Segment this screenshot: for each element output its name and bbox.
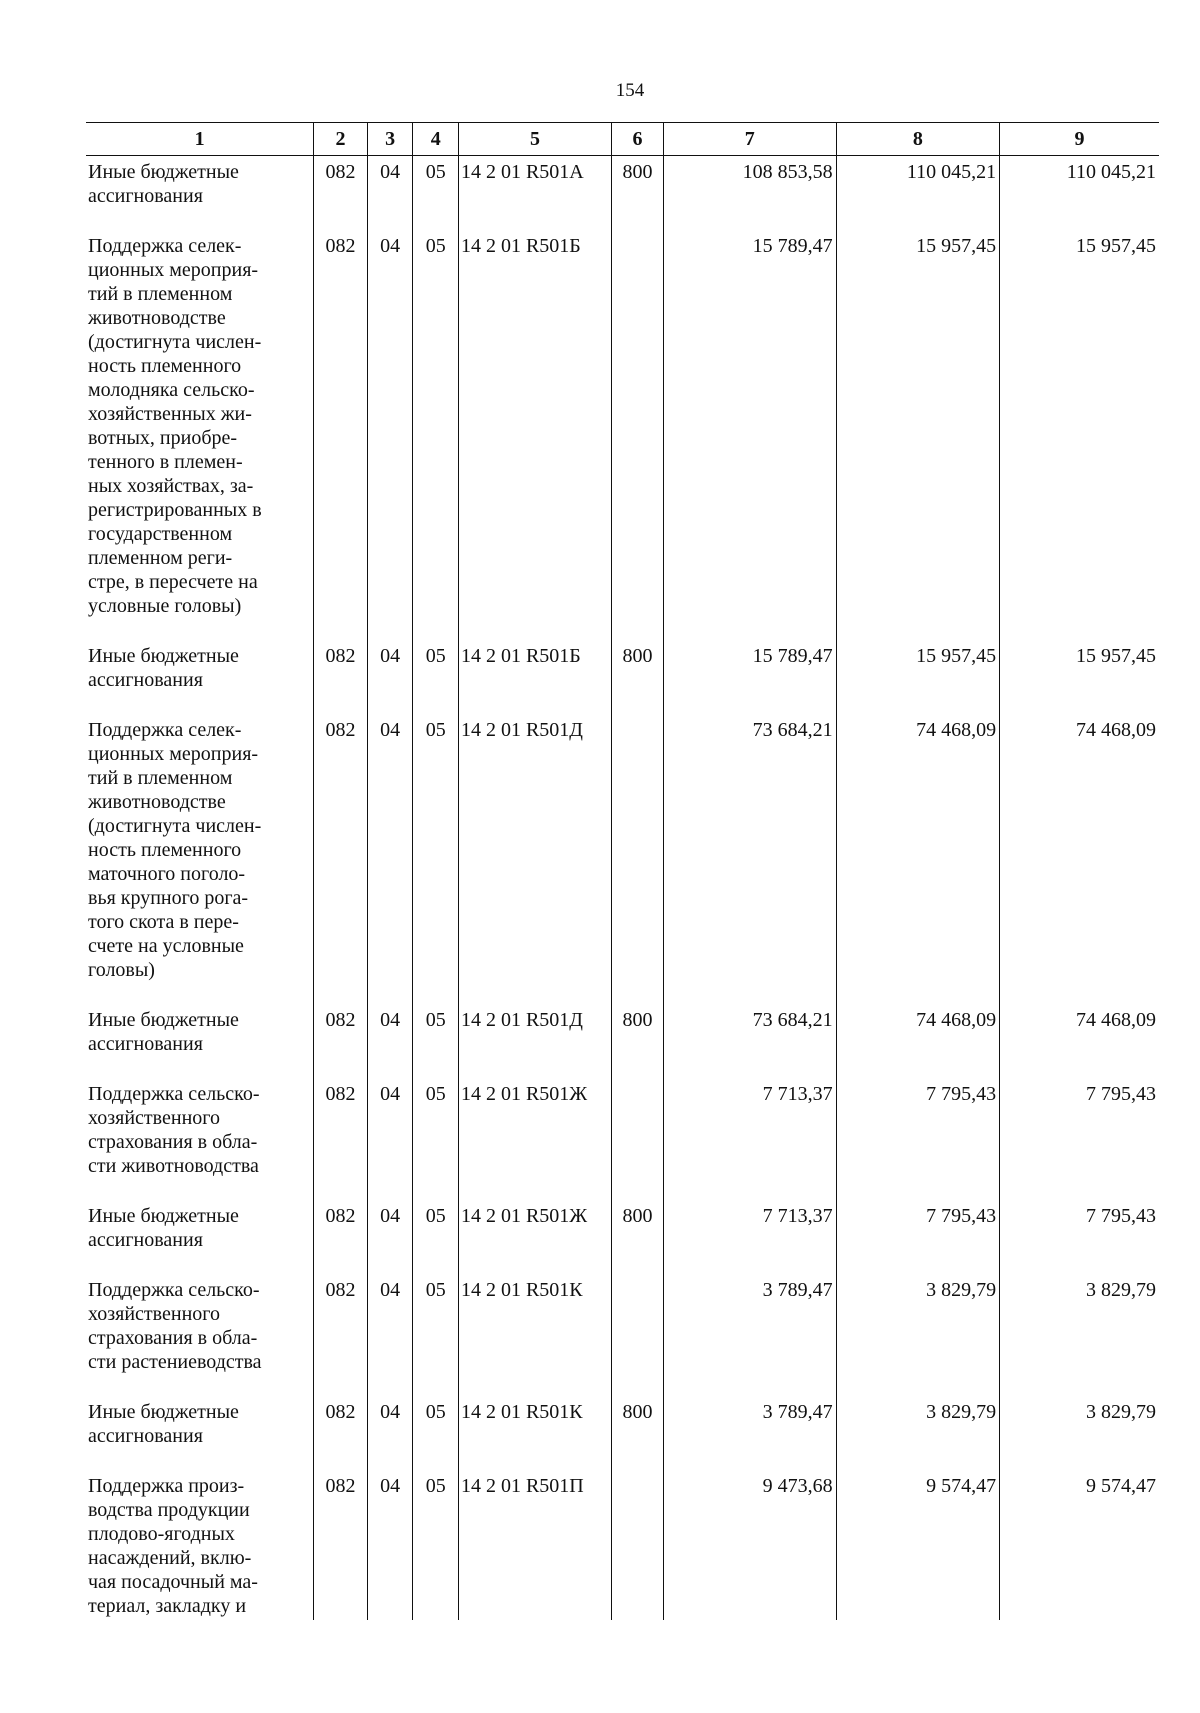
item-description: Поддержка селек- ционных мероприя- тий в племенном животноводстве (достигнута числен- ность племенного маточного поголо- вья крупного рога- того скота в пере- счете на условные головы) xyxy=(88,719,262,981)
amount-col-7: 15 789,47 xyxy=(663,228,836,638)
column-header: 9 xyxy=(1000,123,1159,156)
amount-col-7: 73 684,21 xyxy=(663,1002,836,1076)
expense-type-code xyxy=(612,1272,664,1394)
amount-col-9: 15 957,45 xyxy=(1000,638,1159,712)
subsection-code: 05 xyxy=(413,1468,459,1620)
amount-col-8: 15 957,45 xyxy=(836,638,999,712)
column-header: 4 xyxy=(413,123,459,156)
section-code: 04 xyxy=(367,1076,413,1198)
target-item-code: 14 2 01 R501К xyxy=(458,1272,611,1394)
item-description: Иные бюджетные ассигнования xyxy=(88,645,239,691)
item-description: Поддержка произ- водства продукции плодово-ягодных насаждений, вклю- чая посадочный ма- териал, закладку и xyxy=(88,1475,258,1617)
ministry-code: 082 xyxy=(314,638,368,712)
amount-col-8: 9 574,47 xyxy=(836,1468,999,1620)
table-body xyxy=(86,156,1159,1621)
budget-table xyxy=(86,122,1159,1620)
ministry-code: 082 xyxy=(314,1198,368,1272)
table-row xyxy=(86,638,1159,712)
target-item-code: 14 2 01 R501Б xyxy=(458,228,611,638)
table-row xyxy=(86,1076,1159,1198)
target-item-code: 14 2 01 R501Д xyxy=(458,712,611,1002)
column-header: 5 xyxy=(458,123,611,156)
item-description: Поддержка селек- ционных мероприя- тий в племенном животноводстве (достигнута числен- ность племенного молодняка сельско- хозяйственных жи- вотных, приобре- тенного в племен- ных хозяйствах, за- регистрированных в государственном племенном реги- стре, в пересчете на условные головы) xyxy=(88,235,262,617)
column-header: 8 xyxy=(836,123,999,156)
item-description: Иные бюджетные ассигнования xyxy=(88,1009,239,1055)
subsection-code: 05 xyxy=(413,1272,459,1394)
amount-col-9: 7 795,43 xyxy=(1000,1076,1159,1198)
subsection-code: 05 xyxy=(413,1394,459,1468)
amount-col-8: 74 468,09 xyxy=(836,1002,999,1076)
amount-col-8: 3 829,79 xyxy=(836,1272,999,1394)
amount-col-7: 108 853,58 xyxy=(663,156,836,229)
expense-type-code xyxy=(612,1468,664,1620)
target-item-code: 14 2 01 R501Б xyxy=(458,638,611,712)
section-code: 04 xyxy=(367,1272,413,1394)
item-description: Поддержка сельско- хозяйственного страхования в обла- сти животноводства xyxy=(88,1083,260,1177)
ministry-code: 082 xyxy=(314,1272,368,1394)
subsection-code: 05 xyxy=(413,712,459,1002)
amount-col-8: 7 795,43 xyxy=(836,1198,999,1272)
page-number: 154 xyxy=(615,80,645,101)
target-item-code: 14 2 01 R501К xyxy=(458,1394,611,1468)
subsection-code: 05 xyxy=(413,638,459,712)
amount-col-8: 3 829,79 xyxy=(836,1394,999,1468)
section-code: 04 xyxy=(367,228,413,638)
subsection-code: 05 xyxy=(413,156,459,229)
amount-col-7: 7 713,37 xyxy=(663,1076,836,1198)
amount-col-9: 3 829,79 xyxy=(1000,1394,1159,1468)
ministry-code: 082 xyxy=(314,228,368,638)
column-header: 6 xyxy=(612,123,664,156)
table-row xyxy=(86,1198,1159,1272)
column-header: 7 xyxy=(663,123,836,156)
table-row xyxy=(86,1468,1159,1620)
expense-type-code xyxy=(612,1076,664,1198)
item-description: Иные бюджетные ассигнования xyxy=(88,161,239,207)
expense-type-code xyxy=(612,228,664,638)
amount-col-7: 9 473,68 xyxy=(663,1468,836,1620)
subsection-code: 05 xyxy=(413,1076,459,1198)
amount-col-9: 15 957,45 xyxy=(1000,228,1159,638)
column-header: 1 xyxy=(194,128,205,150)
amount-col-8: 110 045,21 xyxy=(836,156,999,229)
amount-col-9: 74 468,09 xyxy=(1000,1002,1159,1076)
amount-col-9: 7 795,43 xyxy=(1000,1198,1159,1272)
table-row xyxy=(86,228,1159,638)
column-header: 3 xyxy=(367,123,413,156)
ministry-code: 082 xyxy=(314,1002,368,1076)
table-row xyxy=(86,1394,1159,1468)
target-item-code: 14 2 01 R501П xyxy=(458,1468,611,1620)
expense-type-code: 800 xyxy=(612,156,664,229)
amount-col-9: 9 574,47 xyxy=(1000,1468,1159,1620)
amount-col-8: 74 468,09 xyxy=(836,712,999,1002)
expense-type-code: 800 xyxy=(612,638,664,712)
amount-col-8: 15 957,45 xyxy=(836,228,999,638)
section-code: 04 xyxy=(367,1198,413,1272)
amount-col-8: 7 795,43 xyxy=(836,1076,999,1198)
column-header: 2 xyxy=(314,123,368,156)
table-row xyxy=(86,1002,1159,1076)
expense-type-code xyxy=(612,712,664,1002)
amount-col-9: 74 468,09 xyxy=(1000,712,1159,1002)
target-item-code: 14 2 01 R501А xyxy=(458,156,611,229)
section-code: 04 xyxy=(367,638,413,712)
ministry-code: 082 xyxy=(314,156,368,229)
target-item-code: 14 2 01 R501Ж xyxy=(458,1076,611,1198)
amount-col-7: 7 713,37 xyxy=(663,1198,836,1272)
subsection-code: 05 xyxy=(413,1002,459,1076)
expense-type-code: 800 xyxy=(612,1394,664,1468)
expense-type-code: 800 xyxy=(612,1002,664,1076)
table-row xyxy=(86,712,1159,1002)
section-code: 04 xyxy=(367,712,413,1002)
ministry-code: 082 xyxy=(314,712,368,1002)
ministry-code: 082 xyxy=(314,1076,368,1198)
amount-col-7: 15 789,47 xyxy=(663,638,836,712)
item-description: Иные бюджетные ассигнования xyxy=(88,1401,239,1447)
item-description: Поддержка сельско- хозяйственного страхования в обла- сти растениеводства xyxy=(88,1279,262,1373)
section-code: 04 xyxy=(367,156,413,229)
expense-type-code: 800 xyxy=(612,1198,664,1272)
subsection-code: 05 xyxy=(413,1198,459,1272)
ministry-code: 082 xyxy=(314,1468,368,1620)
header-row xyxy=(86,123,1159,156)
subsection-code: 05 xyxy=(413,228,459,638)
ministry-code: 082 xyxy=(314,1394,368,1468)
amount-col-7: 3 789,47 xyxy=(663,1394,836,1468)
amount-col-7: 3 789,47 xyxy=(663,1272,836,1394)
section-code: 04 xyxy=(367,1002,413,1076)
target-item-code: 14 2 01 R501Ж xyxy=(458,1198,611,1272)
table-row xyxy=(86,156,1159,229)
section-code: 04 xyxy=(367,1394,413,1468)
amount-col-9: 110 045,21 xyxy=(1000,156,1159,229)
item-description: Иные бюджетные ассигнования xyxy=(88,1205,239,1251)
amount-col-9: 3 829,79 xyxy=(1000,1272,1159,1394)
table-row xyxy=(86,1272,1159,1394)
amount-col-7: 73 684,21 xyxy=(663,712,836,1002)
target-item-code: 14 2 01 R501Д xyxy=(458,1002,611,1076)
section-code: 04 xyxy=(367,1468,413,1620)
